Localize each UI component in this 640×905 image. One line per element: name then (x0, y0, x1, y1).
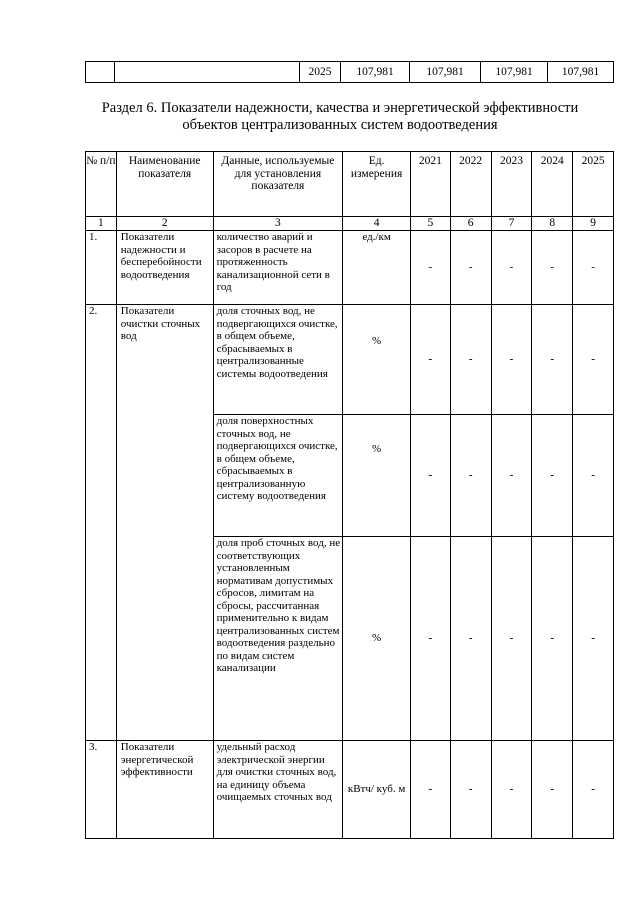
header-year: 2025 (573, 152, 614, 217)
indicator-unit: % (343, 537, 411, 741)
column-number: 5 (410, 217, 450, 231)
indicator-value: - (491, 741, 532, 839)
year-cell: 2025 (300, 62, 341, 83)
indicator-unit: % (343, 305, 411, 415)
section-heading (60, 100, 620, 134)
row-number: 2. (86, 305, 117, 741)
table-row (86, 62, 614, 83)
indicator-name: Показатели надежности и бесперебойности водоотведения (116, 231, 213, 305)
column-number: 6 (450, 217, 491, 231)
indicator-unit: ед./км (343, 231, 411, 305)
header-unit: Ед. измерения (343, 152, 411, 217)
column-number: 8 (532, 217, 573, 231)
indicator-value: - (491, 537, 532, 741)
indicator-value: - (573, 537, 614, 741)
indicator-value: - (573, 741, 614, 839)
indicator-value: - (410, 305, 450, 415)
column-number: 9 (573, 217, 614, 231)
indicator-unit: кВтч/ куб. м (343, 741, 411, 839)
indicator-value: - (532, 741, 573, 839)
previous-table-fragment (85, 61, 614, 83)
indicators-table (85, 151, 614, 839)
header-data: Данные, используемые для установления показателя (213, 152, 343, 217)
indicator-value: - (491, 305, 532, 415)
row-number: 1. (86, 231, 117, 305)
indicator-name: Показатели энергетической эффективности (116, 741, 213, 839)
indicator-value: - (410, 231, 450, 305)
indicator-data: количество аварий и засоров в расчете на протяженность канализационной сети в год (213, 231, 343, 305)
section-heading-line: объектов централизованных систем водоотведения (182, 117, 498, 133)
value-cell: 107,981 (548, 62, 614, 83)
column-number: 7 (491, 217, 532, 231)
indicator-value: - (491, 231, 532, 305)
header-num: № п/п (86, 152, 117, 217)
indicator-value: - (573, 415, 614, 537)
indicator-value: - (532, 231, 573, 305)
indicator-value: - (450, 305, 491, 415)
indicator-value: - (532, 415, 573, 537)
value-cell: 107,981 (481, 62, 548, 83)
indicator-data: удельный расход электрической энергии для очистки сточных вод, на единицу объема очищаемых сточных вод (213, 741, 343, 839)
indicator-data: доля проб сточных вод, не соответствующих установленным нормативам допустимых сбросов, лимитам на сбросы, рассчитанная применительно к видам централизованных систем водоотведения раздельно по видам систем канализации (213, 537, 343, 741)
indicator-value: - (532, 537, 573, 741)
indicator-value: - (573, 231, 614, 305)
indicator-data: доля сточных вод, не подвергающихся очистке, в общем объеме, сбрасываемых в централизованные системы водоотведения (213, 305, 343, 415)
header-year: 2023 (491, 152, 532, 217)
empty-cell (115, 62, 300, 83)
header-row (86, 152, 614, 217)
indicator-value: - (450, 741, 491, 839)
indicator-unit: % (343, 415, 411, 537)
empty-cell (86, 62, 115, 83)
indicator-name: Показатели очистки сточных вод (116, 305, 213, 741)
indicator-value: - (450, 415, 491, 537)
indicator-value: - (410, 741, 450, 839)
indicator-value: - (491, 415, 532, 537)
indicator-value: - (410, 537, 450, 741)
column-number: 2 (116, 217, 213, 231)
indicator-value: - (450, 537, 491, 741)
column-number: 4 (343, 217, 411, 231)
column-number: 1 (86, 217, 117, 231)
indicator-value: - (450, 231, 491, 305)
header-year: 2024 (532, 152, 573, 217)
column-number: 3 (213, 217, 343, 231)
value-cell: 107,981 (410, 62, 481, 83)
value-cell: 107,981 (341, 62, 410, 83)
indicator-value: - (532, 305, 573, 415)
table-row (86, 741, 614, 839)
indicator-value: - (410, 415, 450, 537)
header-name: Наименование показателя (116, 152, 213, 217)
column-numbers-row (86, 217, 614, 231)
header-year: 2022 (450, 152, 491, 217)
table-row (86, 231, 614, 305)
row-number: 3. (86, 741, 117, 839)
table-row (86, 305, 614, 415)
indicator-data: доля поверхностных сточных вод, не подвергающихся очистке, в общем объеме, сбрасываемых в централизованную систему водоотведения (213, 415, 343, 537)
indicator-value: - (573, 305, 614, 415)
section-heading-line: Раздел 6. Показатели надежности, качества и энергетической эффективности (101, 100, 579, 116)
header-year: 2021 (410, 152, 450, 217)
